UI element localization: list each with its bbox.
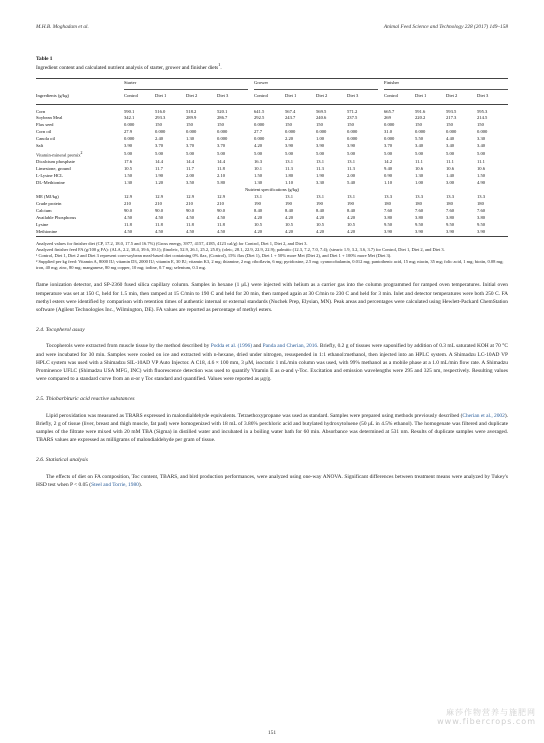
table-cell: 4.50 xyxy=(124,215,133,221)
table-cell: 7.60 xyxy=(415,208,424,214)
table-cell: 180 xyxy=(477,201,484,207)
table-row-label: Calcium xyxy=(36,208,52,214)
table-cell: 3.80 xyxy=(384,215,393,221)
table-cell: 5.00 xyxy=(285,151,294,157)
table-row-label: Available Phosphorus xyxy=(36,215,77,221)
table-cell: 150 xyxy=(316,122,323,128)
table-cell: 9.40 xyxy=(384,166,393,172)
table-cell: 3.40 xyxy=(446,143,455,149)
table-cell: 14.4 xyxy=(186,159,195,165)
table-row xyxy=(36,129,508,136)
table-row-label: Soybean Meal xyxy=(36,115,63,121)
table-cell: 150 xyxy=(217,122,224,128)
table-cell: 12.9 xyxy=(186,194,195,200)
table-cell: 665.7 xyxy=(384,108,395,114)
table-cell: 7.60 xyxy=(384,208,393,214)
table-cell: 214.5 xyxy=(477,115,488,121)
table-cell: 0.000 xyxy=(254,136,265,142)
table-cell: 14.2 xyxy=(384,159,393,165)
table-cell: 4.50 xyxy=(124,229,155,236)
table-cell: 3.80 xyxy=(415,215,424,221)
table-cell: 10.1 xyxy=(254,166,263,172)
table-cell: 590.1 xyxy=(124,108,135,114)
table-cell: 0.000 xyxy=(384,136,395,142)
table-cell: 342.1 xyxy=(124,115,135,121)
table-cell: 11.8 xyxy=(155,222,163,228)
paragraph: flame ionization detector, and SP-2360 fused silica capillary column. Samples in hexane (1 μL) were injected with helium as a carrier gas into the column programmed for ramped oven temperatures. Initial oven temperature was set at 150 C, held for 1.5 min, then ramped at 15 C/min to 190 C and held for 20 min, then ramped again at 30 C/min to 230 C and held for 3 min. Inlet and detector temperatures were both 250 C. FA methyl esters were identified by comparison with retention times of authentic internal or external standards (Nuchek Prep, Elysian, MN). Peak areas and percentages were calculated using Hewlett-Packard ChemStation software (Agilent Technologies Inc., Wilmington, DE). FA values are reported as percentage of methyl esters. xyxy=(36,282,508,313)
citation-link[interactable]: Podda et al. (1996) xyxy=(210,343,252,350)
table-cell: 518.2 xyxy=(186,108,197,114)
page-number: 151 xyxy=(267,730,277,736)
table-row-label: ME (MJ/kg) xyxy=(36,194,59,200)
table-cell: 3.70 xyxy=(217,143,226,149)
table-cell: 5.00 xyxy=(155,151,164,157)
table-cell: 13.3 xyxy=(446,194,455,200)
table-cell: 9.50 xyxy=(477,222,486,228)
table-cell: 567.4 xyxy=(285,108,296,114)
table-cell: 5.00 xyxy=(186,151,195,157)
table-cell: 1.80 xyxy=(285,173,294,179)
table-cell: 11.1 xyxy=(477,159,485,165)
table-cell: 13.1 xyxy=(285,194,294,200)
table-cell: 190 xyxy=(316,201,323,207)
table-cell: 11.8 xyxy=(217,166,225,172)
table-title: Ingredient content and calculated nutrient analysis of starter, grower and finisher diets$^1$. xyxy=(36,62,222,72)
table-cell: 150 xyxy=(415,122,422,128)
table-cell: 4.50 xyxy=(217,229,248,236)
table-cell: 269 xyxy=(384,115,391,121)
table-row-label: Flax seed xyxy=(36,122,54,128)
table-cell: 220.2 xyxy=(415,115,426,121)
table-cell: 0.000 xyxy=(415,129,426,135)
running-head xyxy=(36,24,508,36)
table-cell: 5.80 xyxy=(217,180,226,186)
running-head-authors: M.H.B. Moghadam et al. xyxy=(36,24,89,30)
table-cell: 10.6 xyxy=(446,166,455,172)
table-cell: 0.000 xyxy=(254,122,265,128)
table-cell: 5.00 xyxy=(347,151,356,157)
table-cell: 0.000 xyxy=(217,136,228,142)
table-cell: 5.00 xyxy=(415,151,424,157)
table-cell: 11.1 xyxy=(446,159,454,165)
table-group-header-row xyxy=(36,78,508,89)
table-cell: 0.000 xyxy=(477,129,488,135)
table-cell: 150 xyxy=(186,122,193,128)
table-row-label: Limestone, ground xyxy=(36,166,71,172)
table-cell: 237.5 xyxy=(347,115,358,121)
table-cell: 5.00 xyxy=(254,151,263,157)
section-heading: 2.4. Tocopherol assay xyxy=(36,327,85,334)
table-cell: 0.000 xyxy=(285,129,296,135)
table-row xyxy=(36,150,508,159)
table-cell: 8.40 xyxy=(316,208,325,214)
table-cell: 9.50 xyxy=(446,222,455,228)
table-cell: 3.70 xyxy=(155,143,164,149)
table-cell: 0.000 xyxy=(347,129,358,135)
table-cell: 4.50 xyxy=(217,215,226,221)
table-row xyxy=(36,201,508,208)
table-cell: 4.20 xyxy=(316,215,325,221)
section-heading: 2.6. Statistical analysis xyxy=(36,457,88,464)
table-cell: 240.6 xyxy=(316,115,327,121)
table-cell: 210 xyxy=(217,201,224,207)
table-column-header: Diet 1 xyxy=(155,89,186,104)
table-cell: 13.1 xyxy=(316,159,325,165)
citation-link[interactable]: Panda and Cherian, 2016 xyxy=(262,343,318,350)
table-cell: 180 xyxy=(446,201,453,207)
table-note: Analyzed values for finisher diet (CP, 17.2, 18.0, 17.5 and 16.7%) (Gross energy, 3977, 4157, 4185, 4123 cal/g) for Control, Diet 1, Diet 2, and Diet 3. xyxy=(36,240,308,246)
table-row xyxy=(36,115,508,122)
table-cell: 1.30 xyxy=(186,136,195,142)
table-column-header: Diet 2 xyxy=(446,89,477,104)
table-cell: 4.20 xyxy=(254,215,263,221)
table-cell: 11.1 xyxy=(415,159,423,165)
table-column-header: Diet 2 xyxy=(316,89,347,104)
table-cell: 27.9 xyxy=(124,129,133,135)
table-cell: 0.000 xyxy=(217,129,228,135)
table-cell: 293.3 xyxy=(155,115,166,121)
table-cell: 4.20 xyxy=(347,215,356,221)
table-column-header-row xyxy=(36,89,508,104)
table-cell: 520.1 xyxy=(217,108,228,114)
table-cell: 150 xyxy=(446,122,453,128)
table-cell: 3.80 xyxy=(446,215,455,221)
table-row xyxy=(36,229,508,236)
table-cell: 0.000 xyxy=(155,129,166,135)
table-cell: 4.20 xyxy=(285,229,316,236)
table-cell: 90.0 xyxy=(155,208,164,214)
table-row xyxy=(36,122,508,129)
table-cell: 4.20 xyxy=(254,143,263,149)
table-cell: 150 xyxy=(285,122,292,128)
table-cell: 1.40 xyxy=(446,173,455,179)
table-column-header: Control xyxy=(254,89,285,104)
table-cell: 1.00 xyxy=(415,180,424,186)
table-row-label: Dicalcium phosphate xyxy=(36,159,75,165)
table-column-header: Diet 3 xyxy=(477,89,508,104)
citation-link[interactable]: Steel and Torrie, 1980 xyxy=(91,481,139,488)
table-column-header: Diet 3 xyxy=(217,89,248,104)
table-cell: 5.00 xyxy=(446,151,455,157)
table-cell: 90.0 xyxy=(124,208,133,214)
table-cell: 11.7 xyxy=(155,166,163,172)
table-cell: 12.9 xyxy=(217,194,226,200)
table-row-label: Canola oil xyxy=(36,136,56,142)
table-row xyxy=(36,166,508,173)
table-cell: 150 xyxy=(347,122,354,128)
table-note: Analyzed finisher feed FA (g/100 g FA): (ALA, 2.2, 38.4, 39.6, 39.1); (linoleic, 52.9, 26.1, 25.2, 25.0); (oleic, 28.1, 22.9, 22.9, 22.9); palmitic (12.3, 7.2, 7.0, 7.4); (stearic 1.9, 3.2, 3.6, 3.7) for Control, Diet 1, Diet 2, and Diet 3. xyxy=(36,247,445,252)
table-cell: 3.40 xyxy=(477,143,486,149)
table-cell: 7.60 xyxy=(477,208,486,214)
table-cell: 17.6 xyxy=(124,159,133,165)
table-cell: 12.9 xyxy=(124,194,133,200)
table-cell: 2.20 xyxy=(285,136,294,142)
table-cell: 13.1 xyxy=(347,159,356,165)
table-cell: 180 xyxy=(384,201,391,207)
table-cell: 5.00 xyxy=(124,151,133,157)
table-cell: 3.90 xyxy=(347,143,356,149)
table-cell: 289.9 xyxy=(186,115,197,121)
table-cell: 3.90 xyxy=(124,143,133,149)
table-row xyxy=(36,222,508,229)
table-cell: 1.50 xyxy=(477,173,486,179)
table-cell: 4.20 xyxy=(316,229,347,236)
table-cell: 2.10 xyxy=(217,173,226,179)
table-column-header: Control xyxy=(124,89,155,104)
table-cell: 210 xyxy=(155,201,162,207)
watermark: 麻莎作物营养与施肥网 www.fibercrops.com xyxy=(437,708,536,726)
table-cell: 8.40 xyxy=(347,208,356,214)
table-cell: 5.00 xyxy=(217,151,226,157)
table-row xyxy=(36,194,508,201)
table-cell: 4.90 xyxy=(477,180,486,186)
table-cell: 10.5 xyxy=(254,222,263,228)
table-cell: 0.000 xyxy=(347,136,358,142)
table-cell: 11.7 xyxy=(186,166,194,172)
table-cell: 11.8 xyxy=(124,222,132,228)
table-cell: 569.5 xyxy=(316,108,327,114)
table-cell: 16.3 xyxy=(254,159,263,165)
table-cell: 0.000 xyxy=(124,122,135,128)
table-cell: 217.3 xyxy=(446,115,457,121)
table-cell: 31.0 xyxy=(384,129,393,135)
table-cell: 150 xyxy=(155,122,162,128)
table-notes xyxy=(36,241,508,271)
table-cell: 10.5 xyxy=(285,222,294,228)
table-row xyxy=(36,143,508,150)
table-cell: 10.5 xyxy=(347,222,356,228)
table-cell: 0.000 xyxy=(124,136,135,142)
paragraph: Lipid peroxidation was measured as TBARS expressed in malondialdehyde equivalents. Tetraethoxypropane was used as standard. Samples were prepared using methods previously described (Cherian et al., 2002). Briefly, 2 g of tissue (liver, breast and thigh muscle, fat pad) were homogenized with 18 mL of 3.86% perchloric acid and butylated hydroxytoluene (50 μL in 4.5% ethanol). The homogenate was filtered and duplicate samples of the filtrate were mixed with 20 mM TBA (Sigma) in distilled water and incubated in a boiling water bath for 60 min. Absorbance was determined at 531 nm. Results of duplicate samples were averaged. TBARS values are expressed as milligrams of malondialdehyde per gram of tissue. xyxy=(36,412,508,444)
table-cell: 2.40 xyxy=(155,136,164,142)
table-cell: 3.70 xyxy=(384,143,393,149)
table-cell: 0.000 xyxy=(186,129,197,135)
table-cell: 3.40 xyxy=(415,143,424,149)
table-cell: 4.20 xyxy=(347,229,378,236)
table-cell: 571.2 xyxy=(347,108,358,114)
table-cell: 3.50 xyxy=(186,180,195,186)
table-column-header: Diet 1 xyxy=(285,89,316,104)
table-cell: 1.00 xyxy=(316,136,325,142)
running-head-journal: Animal Feed Science and Technology 228 (2017) 149–158 xyxy=(383,24,508,30)
table-cell: 10.5 xyxy=(316,222,325,228)
table-column-header: Diet 1 xyxy=(415,89,446,104)
table-cell: 3.90 xyxy=(477,229,508,236)
table-row xyxy=(36,109,508,116)
table-cell: 2.00 xyxy=(186,173,195,179)
table-cell: 5.00 xyxy=(384,151,393,157)
table-column-header: Diet 3 xyxy=(347,89,378,104)
table-cell: 0.000 xyxy=(384,122,395,128)
table-cell: 3.30 xyxy=(316,180,325,186)
table-row-label: L-Lysine HCL xyxy=(36,173,63,179)
table-caption xyxy=(36,56,508,72)
table-cell: 12.9 xyxy=(155,194,164,200)
table-cell: 5.40 xyxy=(347,180,356,186)
table-column-header: Control xyxy=(384,89,415,104)
table-cell: 3.90 xyxy=(285,143,294,149)
citation-link[interactable]: Cherian et al., 2002 xyxy=(462,412,505,419)
table-cell: 190 xyxy=(254,201,261,207)
table-row xyxy=(36,136,508,143)
table-cell: 5.50 xyxy=(415,136,424,142)
table-row xyxy=(36,208,508,215)
table-row-label: Vitamin-mineral premix$^2$ xyxy=(36,151,83,158)
table-cell: 190 xyxy=(347,201,354,207)
table-cell: 1.10 xyxy=(285,180,294,186)
table-cell: 11.3 xyxy=(316,166,324,172)
table-cell: 13.3 xyxy=(477,194,486,200)
table-row xyxy=(36,159,508,166)
table-cell: 9.50 xyxy=(384,222,393,228)
table-row-label: Crude protein xyxy=(36,201,62,207)
table-row-header-label: Ingredients (g/kg) xyxy=(36,89,124,104)
table-cell: 1.30 xyxy=(254,180,263,186)
table-cell: 1.20 xyxy=(155,180,164,186)
table-row xyxy=(36,180,508,187)
table-group-header: Finisher xyxy=(384,78,508,89)
table-row xyxy=(36,215,508,222)
table-cell: 4.20 xyxy=(254,229,285,236)
table-cell: 1.50 xyxy=(254,173,263,179)
table-row xyxy=(36,173,508,180)
table-row-label: Lysine xyxy=(36,222,49,228)
table-note: ² Supplied per kg feed: Vitamin A, 8000 IU; vitamin D3, 2000 IU; vitamin E, 30 IU; vitamin K3, 2 mg; thiamine, 2 mg; riboflavin, 6 mg; pyridoxine, 2.5 mg; cyanocobalamin, 0.012 mg; pantothenic acid, 15 mg; niacin, 35 mg; folic acid, 1 mg; biotin, 0.08 mg; iron, 40 mg; zinc, 80 mg; manganese, 80 mg copper, 10 mg; iodine, 0.7 mg; selenium, 0.3 mg. xyxy=(36,259,504,271)
table-cell: 190 xyxy=(285,201,292,207)
table-cell: 10.6 xyxy=(415,166,424,172)
table-cell: 13.3 xyxy=(415,194,424,200)
table-cell: 4.50 xyxy=(155,215,164,221)
table-cell: 13.1 xyxy=(254,194,263,200)
table-cell: 180 xyxy=(415,201,422,207)
footnote-marker: 2 xyxy=(80,151,83,156)
table-cell: 11.8 xyxy=(217,222,225,228)
table-row-label: DL-Methionine xyxy=(36,180,65,186)
table-cell: 1.50 xyxy=(124,173,133,179)
table-cell: 11.8 xyxy=(186,222,194,228)
table-cell: 4.40 xyxy=(446,136,455,142)
table-cell: 8.40 xyxy=(285,208,294,214)
paragraph: Tocopherols were extracted from muscle tissue by the method described by Podda et al. (1996) and Panda and Cherian, 2016. Briefly, 0.2 g of tissues were saponified by addition of 0.3 mL saturated KOH at 70 °C and were incubated for 30 min. Samples were cooled on ice and extracted with n-hexane, dried under nitrogen, resuspended in 1:1 ethanol:methanol, then injected into an HPLC system. A Shimadzu LC-10AD VP HPLC system was used with a Shimadzu SIL-10AD VP Auto Injector. A C18, 4.6 × 100 mm, 3 μM, isocratic 1 mL/min column was used, with 99% methanol as a mobile phase at a 1.0 mL/min flow rate. A Shimadzu Prominence UFLC (Shimadzu USA MFG, INC) with fluorescence detection was used to quantify Vitamin E as α-and γ-Toc. Excitation and emission wavelengths were 295 and 325 nm, respectively. Resulting values were compared to a standard curve from an α-or γ Toc standard and quantified. Values were reported as μg/g. xyxy=(36,343,508,383)
table-cell: 0.90 xyxy=(384,173,393,179)
table-group-header: Starter xyxy=(124,78,248,89)
table-cell: 286.7 xyxy=(217,115,228,121)
table-cell: 516.0 xyxy=(155,108,166,114)
table-cell: 90.0 xyxy=(217,208,226,214)
table-cell: 4.50 xyxy=(186,229,217,236)
table-cell: 243.7 xyxy=(285,115,296,121)
section-heading: 2.5. Thiobarbituric acid reactive substances xyxy=(36,396,135,403)
table-cell: 90.0 xyxy=(186,208,195,214)
table-cell: 8.40 xyxy=(254,208,263,214)
table-cell: 14.4 xyxy=(217,159,226,165)
table-cell: 5.00 xyxy=(316,151,325,157)
table-cell: 14.4 xyxy=(155,159,164,165)
table-cell: 1.90 xyxy=(155,173,164,179)
table-cell: 210 xyxy=(186,201,193,207)
table-cell: 11.3 xyxy=(347,166,355,172)
table-row-label: Methionine xyxy=(36,229,124,236)
table-cell: 10.6 xyxy=(477,166,486,172)
table-cell: 27.7 xyxy=(254,129,263,135)
table-cell: 591.6 xyxy=(415,108,426,114)
table-row-label: Corn xyxy=(36,108,46,114)
table-cell: 3.90 xyxy=(384,229,415,236)
table-cell: 9.50 xyxy=(415,222,424,228)
table-cell: 1.30 xyxy=(415,173,424,179)
table-cell: 13.3 xyxy=(384,194,393,200)
table-cell: 4.50 xyxy=(186,215,195,221)
article-body xyxy=(36,281,508,489)
table-corner xyxy=(36,78,124,89)
nutrient-section-header: Nutrient specifications (g/kg) xyxy=(244,187,300,193)
table-cell: 1.10 xyxy=(384,180,393,186)
table-row-label: Salt xyxy=(36,143,44,149)
paragraph: The effects of diet on FA composition, Toc content, TBARS, and bird production performances, were analyzed using one-way ANOVA. Significant differences between treatment means were analyzed by Tukey's HSD test when P < 0.05 (Steel and Torrie, 1980). xyxy=(36,473,508,488)
table-number: Table 1 xyxy=(36,56,53,62)
table-group-header: Grower xyxy=(254,78,378,89)
table-cell: 0.000 xyxy=(316,129,327,135)
table-cell: 3.90 xyxy=(316,143,325,149)
table-cell: 641.5 xyxy=(254,108,265,114)
table-cell: 292.5 xyxy=(254,115,265,121)
table-cell: 4.50 xyxy=(155,229,186,236)
table-row-label: Corn oil xyxy=(36,129,52,135)
table-cell: 1.90 xyxy=(316,173,325,179)
table-cell: 3.80 xyxy=(477,215,486,221)
table-cell: 3.30 xyxy=(477,136,486,142)
table-cell: 3.90 xyxy=(446,229,477,236)
nutrient-section-header-row xyxy=(36,187,508,194)
table-note: ¹ Control, Diet 1, Diet 2 and Diet 3 represent corn-soybean meal-based diet containing 0% flax, (Control), 15% flax (Diet 1), Diet 1 + 50% more Met (Diet 2), and Diet 1 + 100% more Met (Diet 3). xyxy=(36,253,392,259)
table-cell: 4.20 xyxy=(285,215,294,221)
ingredient-table xyxy=(36,78,508,237)
table-cell: 2.00 xyxy=(347,173,356,179)
table-cell: 11.3 xyxy=(285,166,293,172)
table-cell: 0.000 xyxy=(446,129,457,135)
table-cell: 10.5 xyxy=(124,166,133,172)
table-cell: 595.3 xyxy=(477,108,488,114)
table-cell: 3.70 xyxy=(186,143,195,149)
table-cell: 5.00 xyxy=(477,151,486,157)
table-cell: 13.1 xyxy=(285,159,294,165)
table-cell: 1.30 xyxy=(124,180,133,186)
table-cell: 210 xyxy=(124,201,131,207)
table-cell: 150 xyxy=(477,122,484,128)
table-cell: 3.90 xyxy=(415,229,446,236)
table-cell: 593.5 xyxy=(446,108,457,114)
table-column-header: Diet 2 xyxy=(186,89,217,104)
table-cell: 13.1 xyxy=(347,194,356,200)
table-cell: 7.60 xyxy=(446,208,455,214)
table-cell: 13.1 xyxy=(316,194,325,200)
table-cell: 3.00 xyxy=(446,180,455,186)
